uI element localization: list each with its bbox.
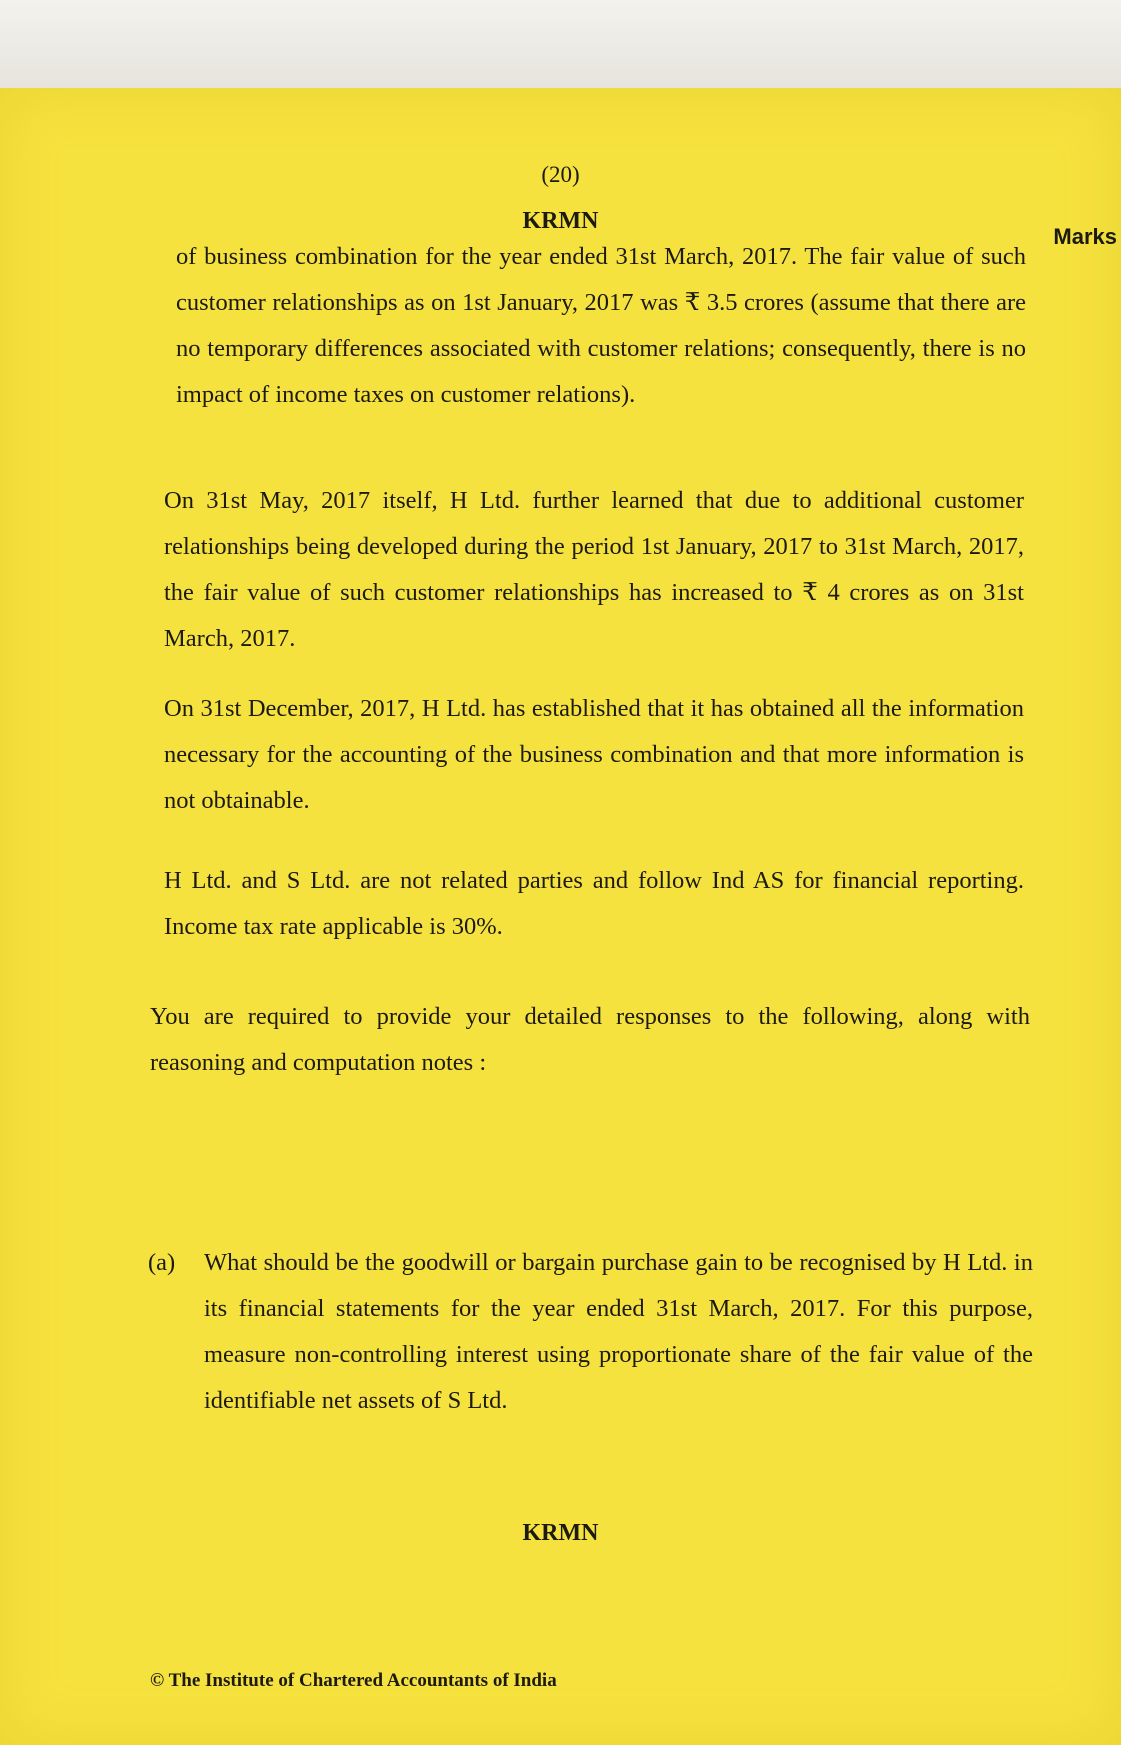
question-text: What should be the goodwill or bargain purchase gain to be recognised by H Ltd. in its financial statements for the year ended 31st March, 2017. For this purpose, measure non-controlling interest using proportionate share of the fair value of the identifiable net assets of S Ltd. [204, 1249, 1033, 1414]
marks-label: Marks [1053, 224, 1117, 249]
paragraph-not-related-parties: H Ltd. and S Ltd. are not related parties and follow Ind AS for financial reporting. Income tax rate applicable is 30%. [164, 867, 1024, 940]
copyright-notice: © The Institute of Chartered Accountants of India [150, 1670, 557, 1691]
paragraph-information-obtained: On 31st December, 2017, H Ltd. has established that it has obtained all the information necessary for the accounting of the business combination and that more information is not obtainable. [164, 695, 1024, 814]
paper-code-header: KRMN [522, 208, 599, 234]
question-a [148, 1240, 1033, 1424]
page-number: (20) [541, 162, 580, 187]
paper-code-footer: KRMN [522, 1520, 599, 1546]
question-label: (a) [148, 1249, 176, 1276]
exam-page [0, 88, 1121, 1745]
paragraph-customer-relationships: of business combination for the year ended 31st March, 2017. The fair value of such customer relationships as on 1st January, 2017 was ₹ 3.5 crores (assume that there are no temporary differences associated with customer relations; consequently, there is no impact of income taxes on customer relations). [176, 243, 1026, 408]
scan-margin [0, 0, 1121, 88]
paragraph-fair-value-increase: On 31st May, 2017 itself, H Ltd. further learned that due to additional customer relationships being developed during the period 1st January, 2017 to 31st March, 2017, the fair value of such customer relationships has increased to ₹ 4 crores as on 31st March, 2017. [164, 487, 1024, 652]
paragraph-instructions: You are required to provide your detailed responses to the following, along with reasoning and computation notes : [150, 1003, 1030, 1076]
